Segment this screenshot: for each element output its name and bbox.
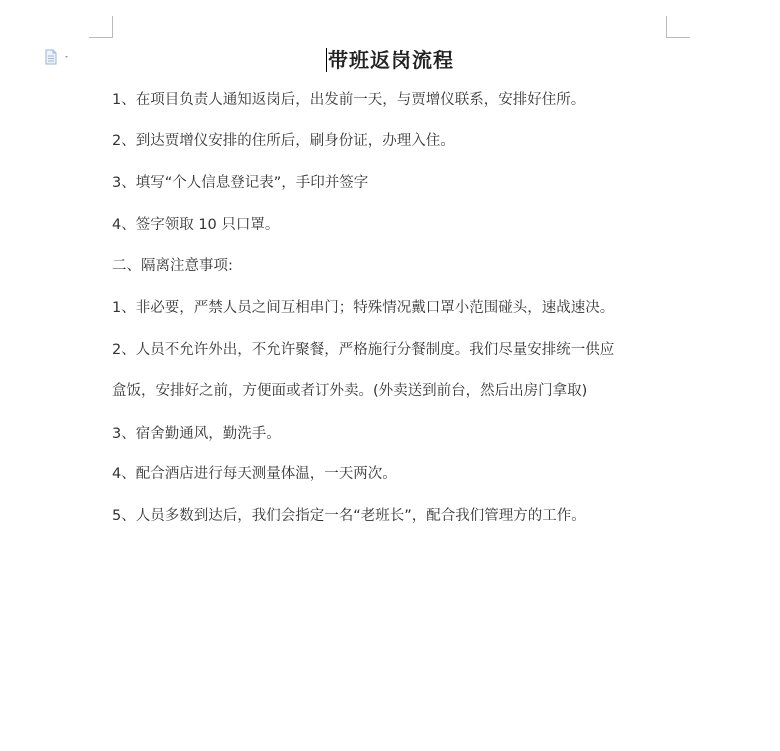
paragraph[interactable]: 1、非必要，严禁人员之间互相串门；特殊情况戴口罩小范围碰头，速战速决。 <box>112 300 615 316</box>
title-line <box>0 44 780 73</box>
paragraph[interactable]: 4、配合酒店进行每天测量体温，一天两次。 <box>112 466 397 482</box>
text-cursor <box>326 48 327 72</box>
document-title[interactable]: 带班返岗流程 <box>328 48 454 72</box>
paragraph[interactable]: 盒饭，安排好之前，方便面或者订外卖。(外卖送到前台，然后出房门拿取) <box>112 383 588 399</box>
margin-corner-top-left <box>89 16 113 38</box>
paragraph[interactable]: 3、填写“个人信息登记表”，手印并签字 <box>112 175 369 191</box>
margin-corner-top-right <box>666 16 690 38</box>
paragraph[interactable]: 2、到达贾增仪安排的住所后，刷身份证，办理入住。 <box>112 133 455 149</box>
paragraph[interactable]: 1、在项目负责人通知返岗后，出发前一天，与贾增仪联系，安排好住所。 <box>112 92 586 108</box>
section-heading[interactable]: 二、隔离注意事项: <box>112 258 233 274</box>
paragraph[interactable]: 2、人员不允许外出，不允许聚餐，严格施行分餐制度。我们尽量安排统一供应 <box>112 342 615 358</box>
paragraph[interactable]: 5、人员多数到达后，我们会指定一名“老班长”，配合我们管理方的工作。 <box>112 508 586 524</box>
paragraph[interactable]: 4、签字领取 10 只口罩。 <box>112 217 280 233</box>
paragraph[interactable]: 3、宿舍勤通风，勤洗手。 <box>112 426 281 442</box>
